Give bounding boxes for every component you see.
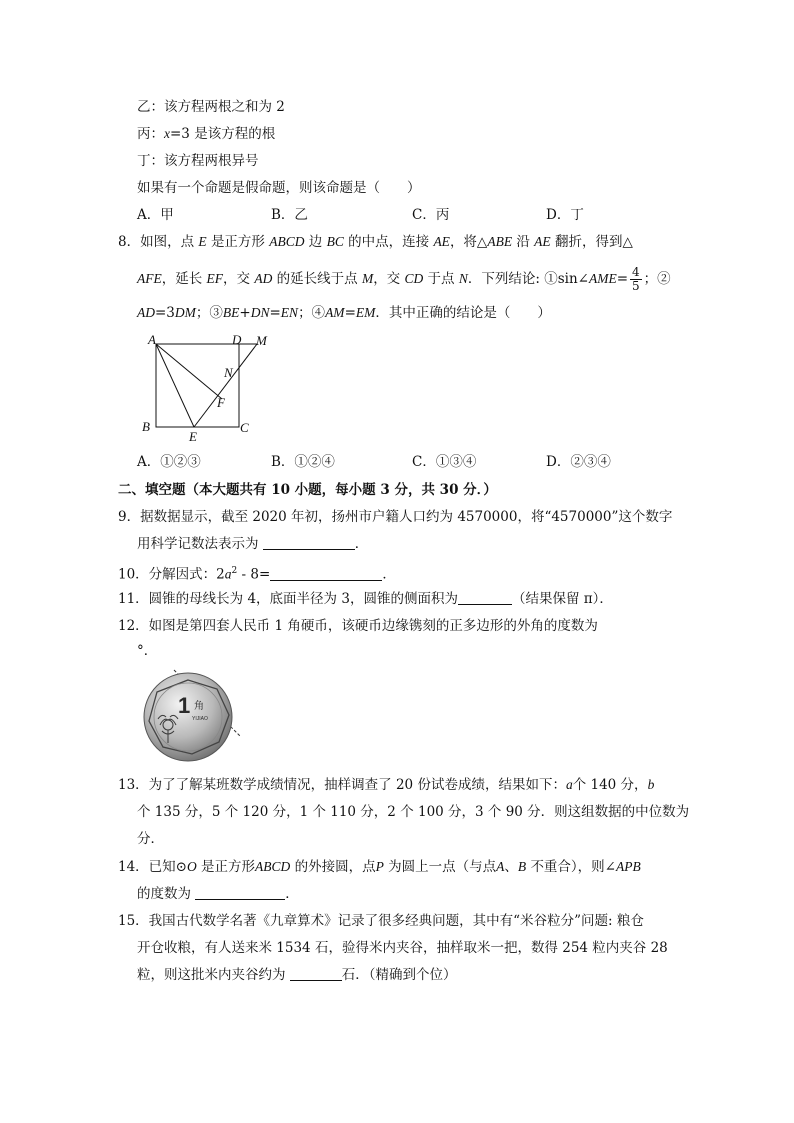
q8-text: 沿 — [516, 234, 530, 250]
q7-option-b: B．乙 — [271, 207, 308, 223]
q12-line-2: °． — [137, 643, 158, 659]
q8-var: DN — [250, 305, 270, 320]
q8-var: CD — [404, 271, 424, 286]
q8-text: ；② — [643, 271, 671, 287]
q13-line-3: 分． — [137, 831, 164, 847]
q8-var: N — [458, 271, 468, 286]
q14-answer-blank[interactable] — [195, 885, 285, 900]
q11-text: 11．圆锥的母线长为 4，底面半径为 3，圆锥的侧面积为 — [118, 591, 458, 607]
q11-text: （结果保留 π）． — [511, 591, 613, 607]
q8-text: 的中点，连接 — [348, 234, 430, 250]
q14-end: ． — [285, 886, 299, 902]
q8-var: AE — [433, 234, 450, 249]
q12-line-1: 12．如图是第四套人民币 1 角硬币，该硬币边缘镌刻的正多边形的外角的度数为 — [118, 618, 598, 634]
q8-text: ；④ — [298, 305, 326, 321]
segment-em — [194, 344, 257, 427]
q10-answer-blank[interactable] — [270, 566, 382, 581]
q8-var: E — [198, 234, 207, 249]
q8-option-b: B．①②④ — [271, 454, 335, 470]
segment-ae — [156, 344, 194, 427]
q10-text: - 8= — [237, 566, 271, 583]
q14-text: 为圆上一点（与点 — [388, 859, 497, 875]
q8-text: ；③ — [195, 305, 223, 321]
q8-var: M — [361, 271, 374, 286]
q7-option-a: A．甲 — [137, 207, 174, 223]
q7-bing-suffix: =3 是该方程的根 — [170, 126, 276, 142]
q11-line — [118, 590, 613, 608]
q8-text: ，交 — [373, 271, 401, 287]
q14-var: A — [496, 859, 505, 874]
q15-line-3 — [137, 966, 457, 984]
q9-text: 用科学记数法表示为 — [137, 536, 259, 552]
q8-text: 边 — [308, 234, 323, 250]
q7-bing-prefix: 丙： — [137, 126, 164, 142]
q14-line-1 — [118, 858, 641, 876]
q9-line-2 — [137, 535, 368, 553]
q11-answer-blank[interactable] — [458, 590, 512, 605]
q13-var: b — [647, 777, 655, 792]
fraction-numerator: 4 — [632, 265, 640, 279]
q13-line-1 — [118, 776, 654, 794]
q8-text: ，延长 — [161, 271, 203, 287]
q7-option-d: D．丁 — [546, 207, 584, 223]
q13-text: 个 140 分， — [572, 777, 648, 793]
q8-text: ．下列结论: ①sin∠ — [467, 271, 589, 287]
q8-text: 的延长线于点 — [276, 271, 358, 287]
q15-text: 粒，则这批米内夹谷约为 — [137, 967, 286, 983]
q8-line-2 — [137, 266, 671, 293]
q8-var: EM — [355, 305, 376, 320]
q14-line-2 — [137, 885, 299, 903]
q7-question: 如果有一个命题是假命题，则该命题是（ ） — [137, 180, 421, 196]
q13-var: a — [565, 777, 573, 792]
q10-exponent: 2 — [231, 566, 238, 576]
q8-var: AME — [588, 271, 617, 286]
q9-end: ． — [354, 536, 369, 552]
coin-jiao: 角 — [194, 701, 204, 712]
q7-option-c: C．丙 — [412, 207, 450, 223]
square-abcd — [156, 344, 239, 427]
q8-var: AFE — [137, 271, 162, 286]
q8-var: AE — [534, 234, 551, 249]
q8-var: BE — [222, 305, 240, 320]
q9-answer-blank[interactable] — [263, 535, 355, 550]
label-a: A — [148, 332, 156, 347]
q8-var: ABE — [487, 234, 513, 249]
q7-bing-variable: x — [164, 126, 170, 141]
q8-text: ．其中正确的结论是（ ） — [375, 305, 551, 321]
q7-statement-yi: 乙：该方程两根之和为 2 — [137, 99, 285, 115]
q8-text: + — [239, 305, 251, 321]
q8-var: BC — [326, 234, 344, 249]
q8-text: 是正方形 — [210, 234, 265, 250]
coin-figure — [138, 667, 242, 763]
q13-text: 13．为了了解某班数学成绩情况，抽样调查了 20 份试卷成绩，结果如下： — [118, 777, 566, 793]
fraction-denominator: 5 — [632, 279, 640, 293]
q8-option-d: D．②③④ — [546, 454, 611, 470]
q15-answer-blank[interactable] — [290, 966, 342, 981]
q8-var: AD — [137, 305, 155, 320]
q15-text: 石．（精确到个位） — [341, 967, 457, 983]
q7-statement-ding: 丁：该方程两根异号 — [137, 153, 259, 169]
q8-var: AD — [254, 271, 273, 286]
q14-var: B — [517, 859, 527, 874]
label-d: D — [232, 332, 242, 347]
q8-text: 翻折，得到△ — [554, 234, 633, 250]
q8-option-a: A．①②③ — [137, 454, 201, 470]
q10-text: 10．分解因式：2 — [118, 566, 225, 583]
coin-pinyin: YIJIAO — [192, 716, 208, 722]
q10-end: ． — [382, 566, 396, 583]
q14-text: 、 — [504, 859, 518, 875]
q15-line-2: 开仓收粮，有人送来米 1534 石，验得米内夹谷，抽样取米一把，数得 254 粒内夹谷 28 — [137, 940, 668, 956]
q8-var: DM — [174, 305, 196, 320]
q8-fraction — [630, 266, 642, 293]
q8-line-1 — [118, 233, 633, 251]
q8-option-c: C．①③④ — [412, 454, 477, 470]
q9-line-1: 9．据数据显示，截至 2020 年初，扬州市户籍人口约为 4570000，将“4570000”这个数字 — [118, 509, 673, 525]
q8-var: ABCD — [269, 234, 305, 249]
coin-denomination: 1 — [178, 693, 191, 718]
q14-text: 是正方形 — [201, 859, 256, 875]
q10-var: a — [224, 566, 232, 582]
q7-statement-bing — [137, 125, 275, 143]
q8-text: = — [616, 271, 629, 287]
label-f: F — [217, 395, 225, 410]
q8-line-3 — [137, 304, 551, 322]
q8-text: =3 — [155, 305, 175, 321]
q8-text: = — [344, 305, 356, 321]
q14-text: 不重合），则∠ — [530, 859, 616, 875]
segment-af — [156, 344, 222, 399]
q8-var: EF — [206, 271, 224, 286]
label-e: E — [189, 429, 197, 444]
q8-text: ，交 — [223, 271, 251, 287]
q14-var: APB — [616, 859, 641, 874]
q14-text: 14．已知⊙ — [118, 859, 187, 875]
section-2-heading: 二、填空题（本大题共有 10 小题，每小题 3 分，共 30 分．） — [118, 482, 497, 498]
q15-line-1: 15．我国古代数学名著《九章算术》记录了很多经典问题，其中有“米谷粒分”问题: 粮仓 — [118, 913, 644, 929]
label-b: B — [142, 419, 150, 434]
q13-line-2: 个 135 分，5 个 120 分，1 个 110 分，2 个 100 分，3 个 90 分．则这组数据的中位数为 — [137, 804, 690, 820]
q8-text: = — [269, 305, 281, 321]
label-n: N — [224, 365, 233, 380]
label-m: M — [256, 333, 267, 348]
q14-var: P — [375, 859, 384, 874]
label-c: C — [240, 420, 249, 435]
q8-var: EN — [280, 305, 299, 320]
q10-line — [118, 562, 396, 584]
q8-text: 8．如图，点 — [118, 234, 195, 250]
q14-text: 的度数为 — [137, 886, 191, 902]
q14-var: O — [187, 859, 197, 874]
q8-text: ，将△ — [449, 234, 488, 250]
q8-var: AM — [325, 305, 345, 320]
q8-geometry-figure — [136, 330, 286, 446]
q8-text: 于点 — [427, 271, 455, 287]
q14-text: 的外接圆，点 — [294, 859, 376, 875]
q14-var: ABCD — [255, 859, 291, 874]
